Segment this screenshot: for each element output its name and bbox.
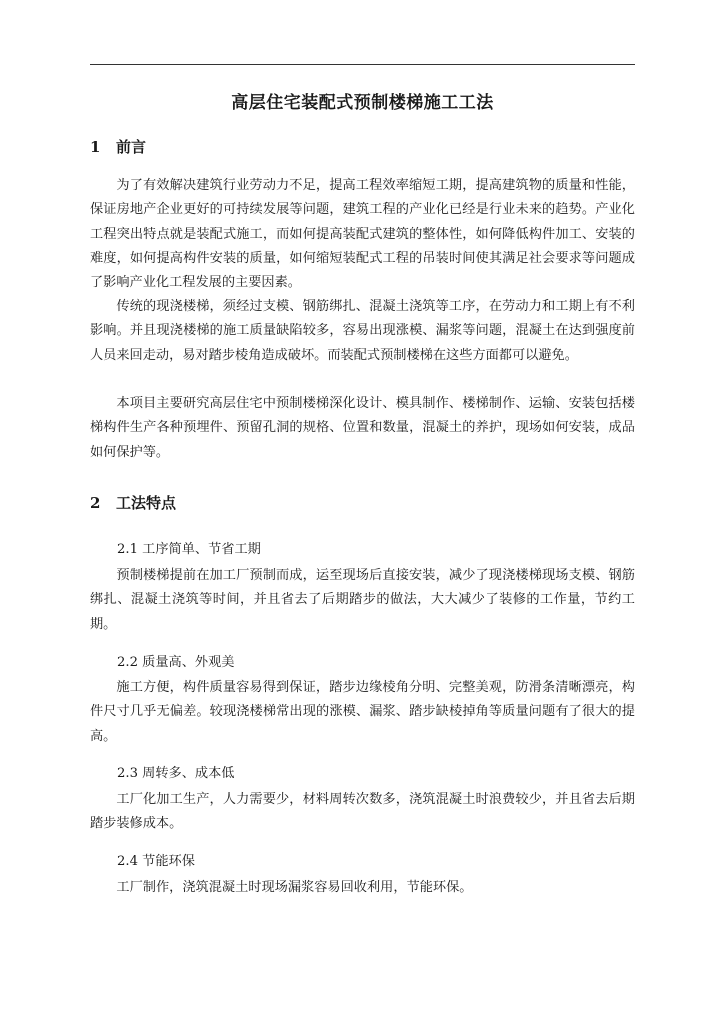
section-number: 1	[90, 138, 101, 156]
document-title: 高层住宅装配式预制楼梯施工工法	[231, 93, 494, 113]
subsection-heading: 2.4 节能环保	[117, 854, 195, 869]
section-title: 前言	[116, 138, 147, 156]
paragraph: 为了有效解决建筑行业劳动力不足，提高工程效率缩短工期，提高建筑物的质量和性能，保证房地产企业更好的可持续发展等问题，建筑工程的产业化已经是行业未来的趋势。产业化工程突出特点就是装配式施工，而如何提高装配式建筑的整体性，如何降低构件加工、安装的难度，如何提高构件安装的质量，如何缩短装配式工程的吊装时间使其满足社会要求等问题成了影响产业化工程发展的主要因素。	[90, 178, 635, 291]
section-title: 工法特点	[116, 494, 177, 512]
subsection-heading: 2.1 工序简单、节省工期	[117, 542, 261, 557]
paragraph: 施工方便，构件质量容易得到保证，踏步边缘棱角分明、完整美观，防滑条清晰漂亮，构件尺寸几乎无偏差。较现浇楼梯常出现的涨模、漏浆、踏步缺棱掉角等质量问题有了很大的提高。	[90, 680, 635, 744]
paragraph: 预制楼梯提前在加工厂预制而成，运至现场后直接安装，减少了现浇楼梯现场支模、钢筋绑扎、混凝土浇筑等时间，并且省去了后期踏步的做法，大大减少了装修的工作量，节约工期。	[90, 568, 635, 632]
section-number: 2	[90, 494, 101, 512]
header-rule	[90, 64, 635, 65]
paragraph: 工厂制作，浇筑混凝土时现场漏浆容易回收利用，节能环保。	[116, 880, 473, 895]
subsection-heading: 2.2 质量高、外观美	[117, 655, 235, 670]
subsection-heading: 2.3 周转多、成本低	[117, 766, 235, 781]
paragraph: 本项目主要研究高层住宅中预制楼梯深化设计、模具制作、楼梯制作、运输、安装包括楼梯构件生产各种预埋件、预留孔洞的规格、位置和数量，混凝土的养护，现场如何安装，成品如何保护等。	[90, 396, 635, 460]
paragraph: 工厂化加工生产，人力需要少，材料周转次数多，浇筑混凝土时浪费较少，并且省去后期踏步装修成本。	[90, 792, 635, 832]
section-heading-2	[90, 492, 176, 513]
paragraph: 传统的现浇楼梯，须经过支模、钢筋绑扎、混凝土浇筑等工序，在劳动力和工期上有不利影响。并且现浇楼梯的施工质量缺陷较多，容易出现涨模、漏浆等问题，混凝土在达到强度前人员来回走动，易对踏步棱角造成破坏。而装配式预制楼梯在这些方面都可以避免。	[90, 299, 635, 363]
section-heading-1	[90, 136, 146, 157]
